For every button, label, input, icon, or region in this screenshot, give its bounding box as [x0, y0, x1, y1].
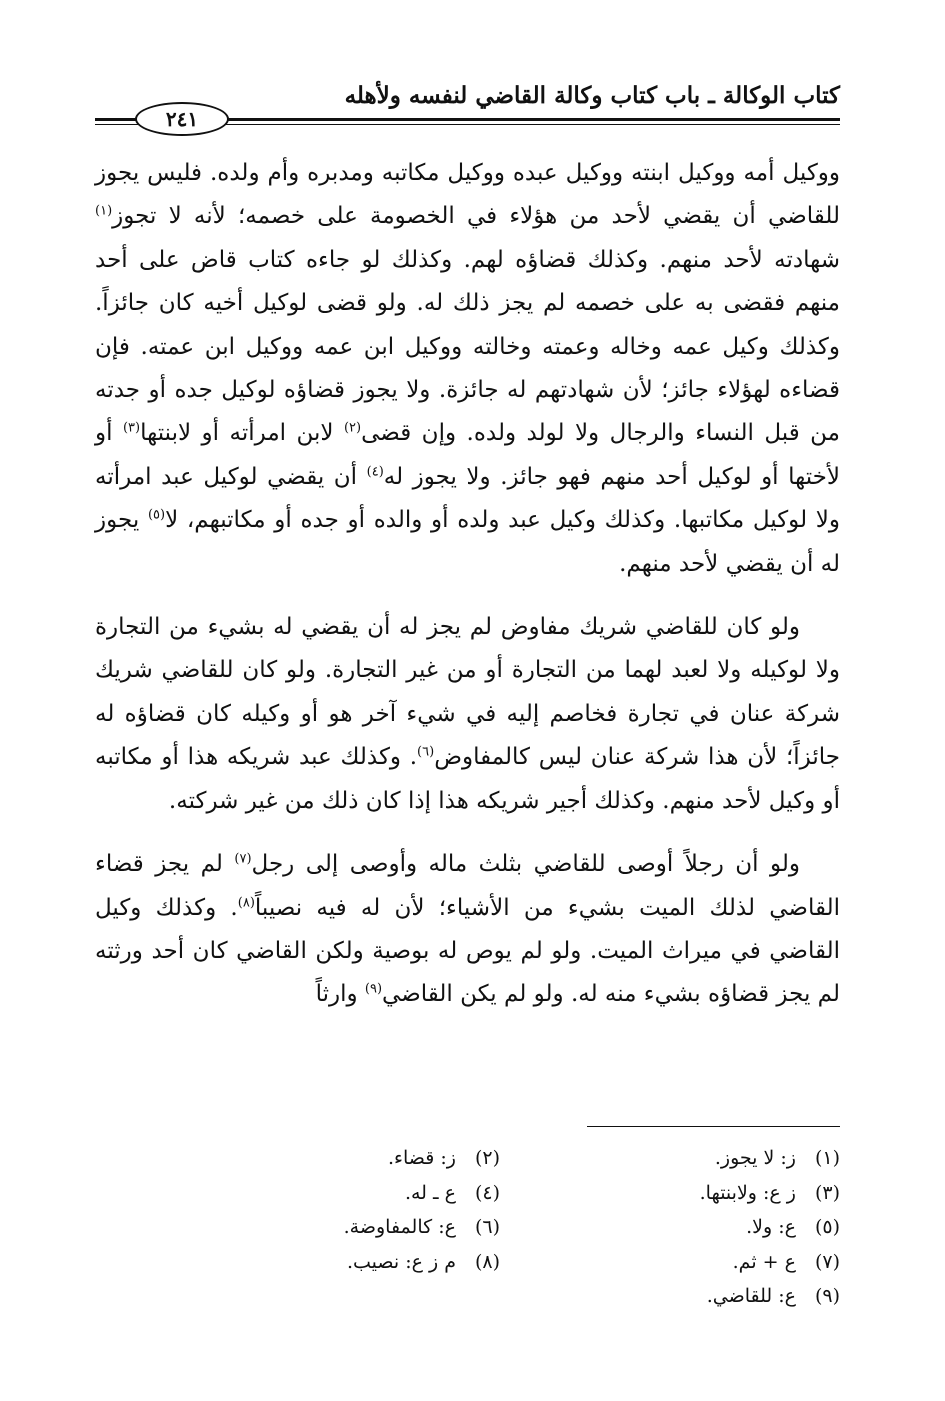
- footnote-text: ع: للقاضي.: [706, 1285, 802, 1307]
- footnote-number: (٩): [814, 1285, 840, 1307]
- footnote-item: [160, 1141, 500, 1176]
- footnote-marker: (٤): [366, 464, 384, 480]
- footnote-number: (٥): [814, 1216, 840, 1238]
- footnote-marker: (٢): [343, 420, 362, 436]
- text-run: وارثاً: [315, 981, 365, 1008]
- footnote-text: ع: كالمفاوضة.: [343, 1216, 462, 1238]
- text-run: شهادته لأحد منهم. وكذلك قضاؤه لهم. وكذلك لو جاءه كتاب قاض على أحد منهم فقضى به على خصمه لم يجز ذلك له. ولو قضى لوكيل أخيه كان جائزاً. وكذلك وكيل عمه وخاله وعمته وخالته ووكيل ابن عمه ووكيل ابن عمته. فإن قضاءه لهؤلاء جائز؛ لأن شهادتهم له جائزة. ولا يجوز قضاؤه لوكيل جده أو جدته من قبل النساء والرجال ولا لولد ولده. وإن قضى: [95, 246, 840, 447]
- footnote-text: ز ع: ولابنتها.: [699, 1181, 802, 1204]
- text-run: ولو كان للقاضي شريك مفاوض لم يجز له أن يقضي له بشيء من التجارة ولا لوكيله ولا لعبد لهما من التجارة أو من غير التجارة. ولو كان للقاضي شريك شركة عنان في تجارة فخاصم إليه في شيء آخر هو أو وكيله كان قضاؤه له جائزاً؛ لأن هذا شركة عنان ليس كالمفاوض: [95, 614, 840, 771]
- paragraph: [95, 606, 840, 823]
- footnote-separator: [587, 1126, 840, 1127]
- text-run: أن يقضي لوكيل عبد امرأته ولا لوكيل مكاتبها. وكذلك وكيل عبد ولده أو والده أو جده أو مكاتبهم، لا: [95, 463, 840, 534]
- footnote-item: [160, 1210, 500, 1245]
- footnote-text: ز: لا يجوز.: [714, 1147, 802, 1169]
- footnote-text: ز: قضاء.: [388, 1147, 462, 1169]
- footnote-item: [500, 1245, 840, 1280]
- page-header: [95, 72, 840, 132]
- footnote-item: [160, 1176, 500, 1211]
- footnote-item: [500, 1176, 840, 1211]
- footnote-marker: (١): [95, 203, 113, 219]
- footnote-number: (١): [814, 1147, 840, 1169]
- paragraph: [95, 843, 840, 1017]
- footnote-text: ع + ثم.: [732, 1250, 802, 1273]
- text-run: ولو أن رجلاً أوصى للقاضي بثلث ماله وأوصى إلى رجل: [251, 851, 800, 878]
- footnote-marker: (٥): [147, 507, 166, 523]
- paragraph: [95, 152, 840, 586]
- footnote-number: (٣): [814, 1181, 840, 1204]
- footnote-number: (٦): [474, 1216, 500, 1238]
- footnote-text: م ز ع: نصيب.: [346, 1250, 462, 1273]
- footnote-item: [500, 1279, 840, 1314]
- text-run: لم يجز قضاء القاضي لذلك الميت بشيء من الأشياء؛ لأن له فيه نصيباً: [95, 851, 840, 921]
- footnote-marker: (٩): [364, 981, 383, 997]
- footnotes: [150, 1141, 840, 1314]
- text-run: لابن امرأته أو لابنتها: [140, 420, 344, 447]
- text-run: يجوز له أن يقضي لأحد منهم.: [95, 507, 840, 577]
- footnote-item: [160, 1245, 500, 1280]
- footnote-marker: (٨): [237, 894, 255, 910]
- text-run: أو لأختها أو لوكيل أحد منهم فهو جائز. ولا يجوز له: [95, 420, 841, 490]
- footnote-item: [500, 1141, 840, 1176]
- footnote-text: ع ـ له.: [404, 1181, 462, 1204]
- running-title: كتاب الوكالة ـ باب كتاب وكالة القاضي لنفسه ولأهله: [344, 82, 840, 109]
- footnote-marker: (٦): [417, 744, 435, 760]
- footnote-number: (٢): [474, 1147, 500, 1169]
- footnote-number: (٧): [814, 1250, 840, 1273]
- footnote-number: (٨): [474, 1250, 500, 1273]
- page-number: ٢٤١: [135, 102, 229, 136]
- footnote-item: [500, 1210, 840, 1245]
- footnote-marker: (٣): [122, 420, 141, 436]
- text-run: . وكذلك عبد شريكه هذا أو مكاتبه أو وكيل لأحد منهم. وكذلك أجير شريكه هذا إذا كان ذلك من غير شركته.: [95, 744, 840, 814]
- main-text: [95, 152, 840, 1017]
- text-run: . وكذلك وكيل القاضي في ميراث الميت. ولو لم يوص له بوصية ولكن القاضي كان أحد ورثته لم يجز قضاؤه بشيء منه له. ولو لم يكن القاضي: [95, 894, 840, 1008]
- footnote-marker: (٧): [234, 851, 252, 867]
- text-run: ووكيل أمه ووكيل ابنته ووكيل عبده ووكيل مكاتبه ومدبره وأم ولده. فليس يجوز للقاضي أن يقضي لأحد من هؤلاء في الخصومة على خصمه؛ لأنه لا تجوز: [95, 160, 840, 230]
- footnote-number: (٤): [474, 1181, 500, 1204]
- footnote-text: ع: ولا.: [746, 1216, 802, 1238]
